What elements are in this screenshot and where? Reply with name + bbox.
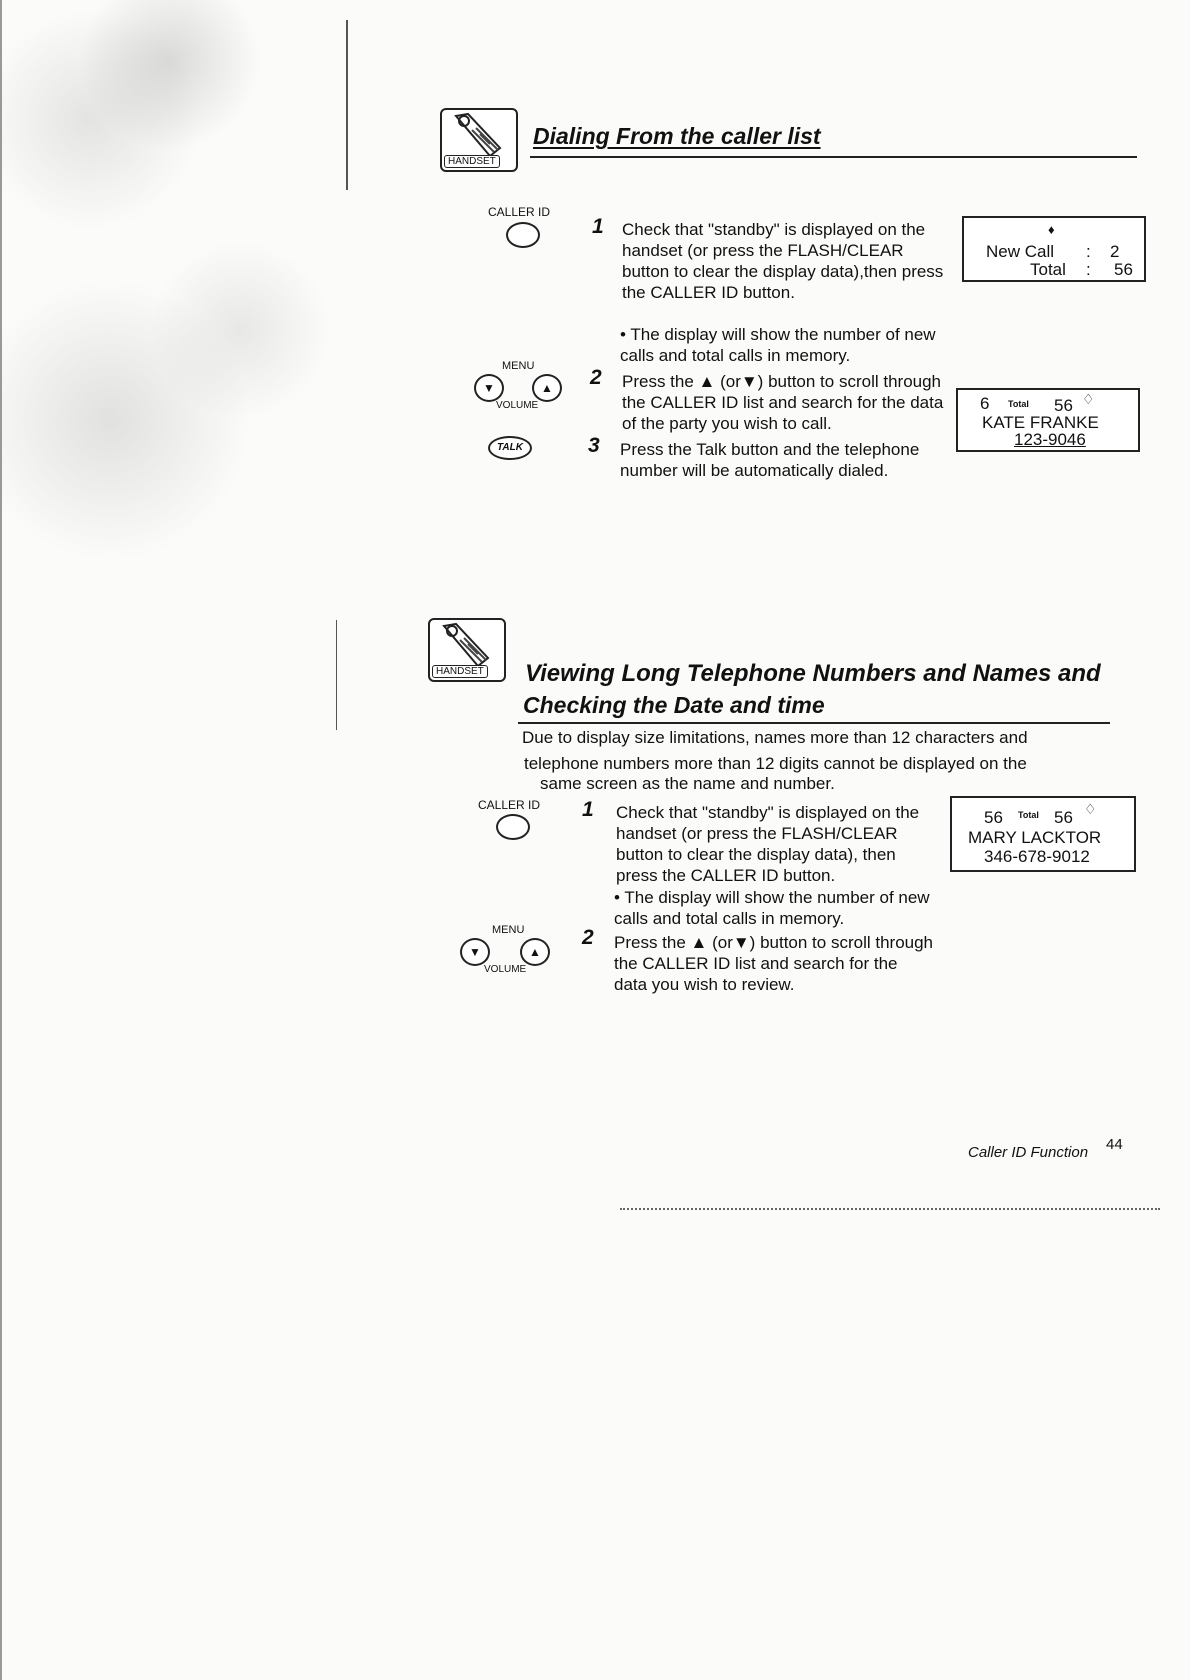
total-label: Total [1030,260,1066,279]
step-text: Press the ▲ (or▼) button to scroll through the CALLER ID list and search for the data of the party you wish to call. [622,372,944,433]
scroll-up-button[interactable]: ▲ [520,938,550,966]
caller-id-button-label: CALLER ID [488,205,551,219]
footer-section-title: Caller ID Function [968,1144,1089,1161]
handset-icon-box [428,618,506,682]
scroll-down-button[interactable]: ▼ [474,374,504,402]
step-note: • The display will show the number of new calls and total calls in memory. [620,325,936,365]
volume-label: VOLUME [496,400,539,411]
talk-button[interactable] [488,436,532,460]
caller-id-button-label: CALLER ID [478,798,541,812]
caller-number: 123-9046 [1014,430,1086,449]
step-number: 1 [582,798,594,821]
total-value: 56 [1054,808,1073,827]
handset-icon [450,112,506,158]
lcd-display-call-count [962,216,1146,282]
handset-label: HANDSET [444,155,500,168]
scan-noise [0,0,360,1100]
caller-id-button[interactable] [496,814,530,840]
section2-title-line2: Checking the Date and time [523,692,825,718]
step-number: 1 [592,215,604,238]
section2-rule [518,722,1110,724]
total-tag: Total [1008,399,1029,409]
entry-index: 6 [980,394,990,413]
scroll-up-button[interactable]: ▲ [532,374,562,402]
section2-title-line1: Viewing Long Telephone Numbers and Names and [525,660,1101,687]
separator: : [1086,242,1091,261]
caller-name: MARY LACKTOR [968,828,1102,847]
intro-text: same screen as the name and number. [540,774,835,793]
section1-rule [530,156,1137,158]
step-text: Check that "standby" is displayed on the handset (or press the FLASH/CLEAR button to clear the display data),then press the CALLER ID button. [622,220,944,302]
step-text: Press the Talk button and the telephone number will be automatically dialed. [620,440,920,480]
step-text: Check that "standby" is displayed on the handset (or press the FLASH/CLEAR button to clear the display data), then press the CALLER ID button. [616,803,920,885]
intro-text: Due to display size limitations, names more than 12 characters and [522,728,1028,747]
talk-button-label: TALK [497,442,523,453]
intro-text: telephone numbers more than 12 digits cannot be displayed on the [524,754,1027,773]
entry-index: 56 [984,808,1003,827]
scroll-arrow-icon: ♢ [1084,801,1097,817]
step-number: 2 [590,366,602,389]
step-number: 3 [588,434,600,457]
step-number: 2 [582,926,594,949]
total-value: 56 [1054,396,1073,415]
scroll-arrow-icon: ♢ [1082,391,1095,407]
page-number: 44 [1106,1136,1123,1153]
scan-dotted-line [620,1208,1160,1210]
scan-edge-line [0,0,2,1680]
step-note: • The display will show the number of new calls and total calls in memory. [614,888,930,928]
caller-name: KATE FRANKE [982,413,1099,432]
menu-label: MENU [502,360,535,372]
lcd-display-caller-entry [950,796,1136,872]
handset-label: HANDSET [432,665,488,678]
separator: : [1086,260,1091,279]
caller-number: 346-678-9012 [984,847,1090,866]
total-value: 56 [1114,260,1133,279]
section1-title: Dialing From the caller list [533,123,821,149]
handset-icon-box [440,108,518,172]
scroll-down-button[interactable]: ▼ [460,938,490,966]
total-tag: Total [1018,810,1039,820]
volume-label: VOLUME [484,964,527,975]
lcd-display-caller-entry [956,388,1140,452]
handset-icon [438,622,494,668]
step-text: Press the ▲ (or▼) button to scroll through the CALLER ID list and search for the data you wish to review. [614,933,934,994]
new-call-value: 2 [1110,242,1120,261]
scan-edge-line [346,20,348,190]
new-call-label: New Call [986,242,1055,261]
caller-id-button[interactable] [506,222,540,248]
scroll-arrow-icon: ♦ [1048,222,1055,237]
scan-edge-line [336,620,337,730]
menu-label: MENU [492,924,525,936]
